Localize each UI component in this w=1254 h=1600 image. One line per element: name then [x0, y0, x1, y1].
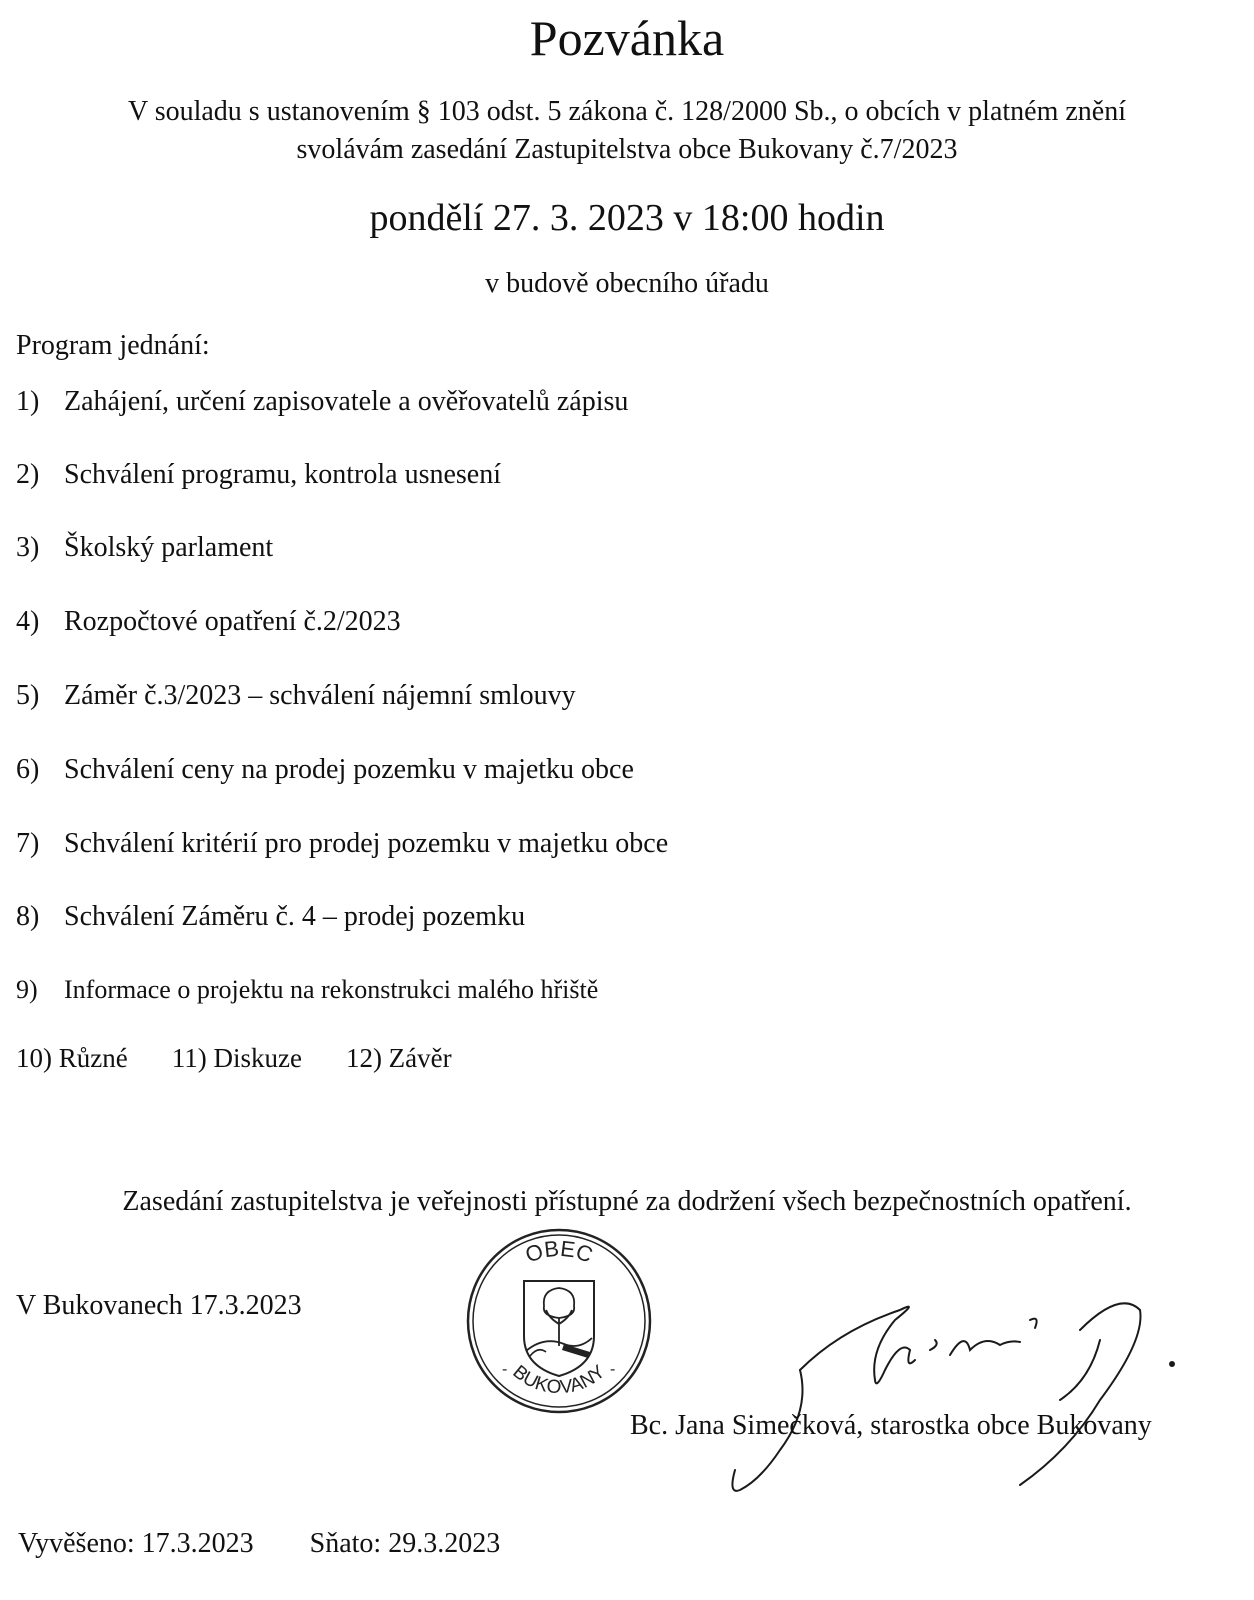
agenda-item-10: 10) Různé [16, 1043, 128, 1073]
agenda-item-number: 3) [16, 532, 40, 563]
agenda-item-number: 4) [16, 606, 40, 637]
handwritten-signature [700, 1280, 1200, 1500]
agenda-item [16, 752, 634, 788]
agenda-item [16, 972, 598, 1008]
agenda-item-text: Záměr č.3/2023 – schválení nájemní smlouvy [64, 680, 576, 711]
place-and-date: V Bukovanech 17.3.2023 [16, 1290, 302, 1321]
agenda-items-final [16, 1040, 496, 1076]
agenda-item-text: Schválení kritérií pro prodej pozemku v majetku obce [64, 828, 669, 859]
public-access-note: Zasedání zastupitelstva je veřejnosti přístupné za dodržení všech bezpečnostních opatření. [122, 1186, 1132, 1217]
signatory: Bc. Jana Simečková, starostka obce Bukovany [630, 1410, 1152, 1441]
posted-date: Vyvěšeno: 17.3.2023 [18, 1528, 254, 1559]
document-title: Pozvánka [529, 10, 725, 66]
agenda-item-12: 12) Závěr [345, 1043, 452, 1073]
posting-dates [18, 1526, 500, 1562]
agenda-item-11: 11) Diskuze [171, 1043, 302, 1073]
agenda-item-number: 7) [16, 828, 40, 859]
agenda-item-text: Rozpočtové opatření č.2/2023 [64, 606, 401, 637]
agenda-item [16, 604, 401, 640]
intro-line-2: svolávám zasedání Zastupitelstva obce Bukovany č.7/2023 [296, 134, 958, 165]
stamp-bottom-text: BUKOVANY [508, 1361, 610, 1399]
meeting-datetime: pondělí 27. 3. 2023 v 18:00 hodin [369, 197, 885, 239]
agenda-item-number: 8) [16, 901, 40, 932]
agenda-item-number: 6) [16, 754, 40, 785]
agenda-item [16, 678, 576, 714]
agenda-item [16, 457, 501, 493]
agenda-item-text: Školský parlament [64, 532, 274, 563]
agenda-item [16, 826, 668, 862]
program-heading: Program jednání: [16, 330, 210, 361]
stamp-top-text: OBEC [521, 1235, 597, 1268]
meeting-venue: v budově obecního úřadu [485, 268, 769, 299]
agenda-item-text: Schválení ceny na prodej pozemku v majetku obce [64, 754, 634, 785]
agenda-item [16, 899, 525, 935]
agenda-item-number: 2) [16, 459, 40, 490]
agenda-item-text: Schválení programu, kontrola usnesení [64, 459, 502, 490]
stamp-dash-left: - [502, 1361, 508, 1378]
agenda-item-text: Informace o projektu na rekonstrukci malého hřiště [64, 975, 599, 1004]
agenda-item [16, 530, 273, 566]
agenda-item-number: 9) [16, 975, 38, 1004]
removed-date: Sňato: 29.3.2023 [309, 1528, 501, 1559]
stamp-shield-icon [524, 1281, 594, 1376]
municipal-stamp [464, 1226, 654, 1416]
agenda-item-number: 1) [16, 386, 40, 417]
agenda-item-text: Zahájení, určení zapisovatele a ověřovatelů zápisu [64, 386, 629, 417]
stamp-dash-right: - [610, 1361, 616, 1378]
agenda-item [16, 384, 628, 420]
intro-line-1: V souladu s ustanovením § 103 odst. 5 zákona č. 128/2000 Sb., o obcích v platném znění [127, 96, 1126, 127]
agenda-item-number: 5) [16, 680, 40, 711]
agenda-item-text: Schválení Záměru č. 4 – prodej pozemku [64, 901, 526, 932]
